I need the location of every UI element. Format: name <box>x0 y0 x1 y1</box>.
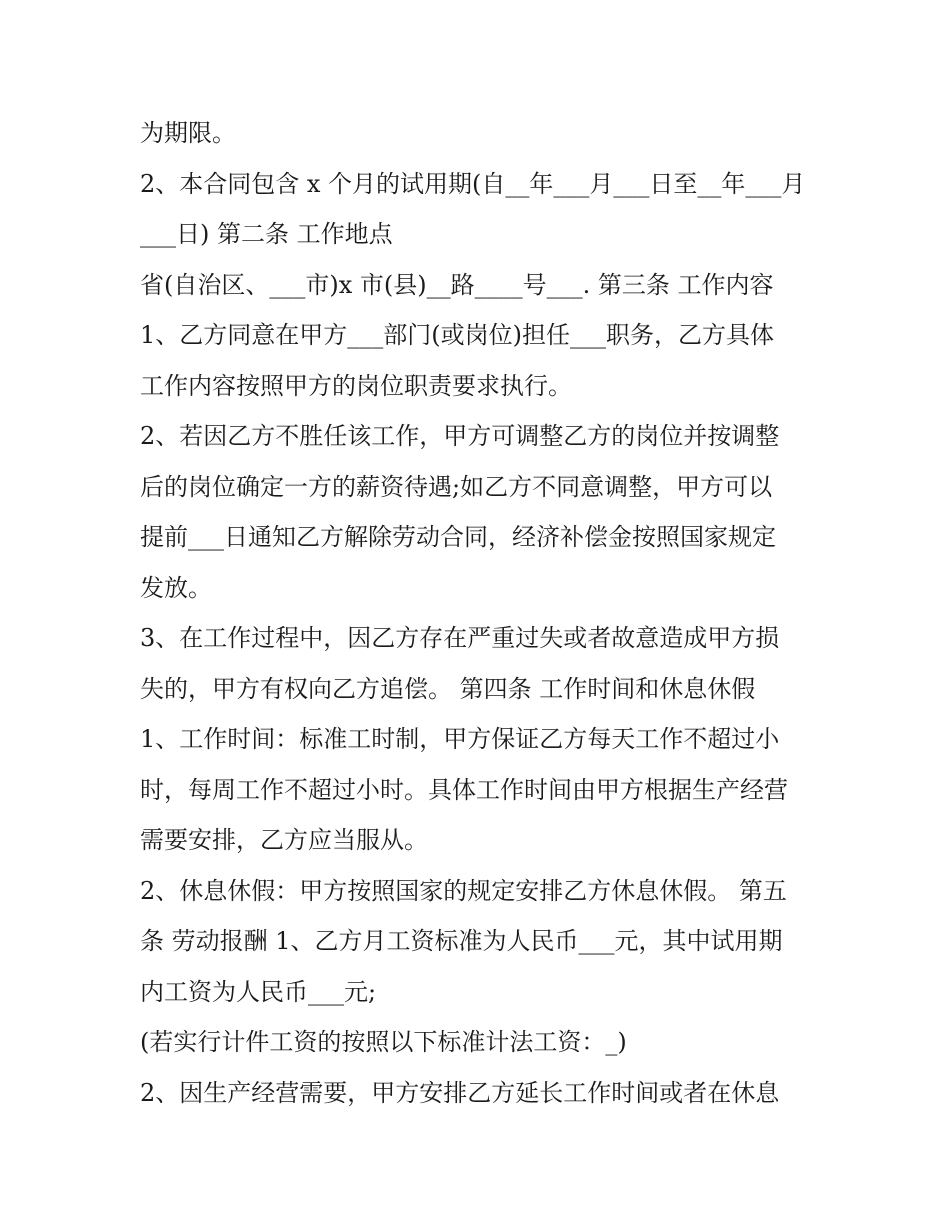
text-line: (若实行计件工资的按照以下标准计法工资：_) <box>140 1028 627 1056</box>
text-line: 失的，甲方有权向乙方追偿。 第四条 工作时间和休息休假 <box>140 674 756 703</box>
text-line: 2、若因乙方不胜任该工作，甲方可调整乙方的岗位并按调整 <box>140 422 780 450</box>
text-line: 3、在工作过程中，因乙方存在严重过失或者故意造成甲方损 <box>140 624 780 652</box>
text-line: 省(自治区、___市)x 市(县)__路____号___. 第三条 工作内容 <box>140 270 774 299</box>
text-line: 2、因生产经营需要，甲方安排乙方延长工作时间或者在休息 <box>140 1078 780 1107</box>
text-line: ___日) 第二条 工作地点 <box>140 220 393 248</box>
text-line: 内工资为人民币___元; <box>140 977 377 1006</box>
text-line: 为期限。 <box>140 119 236 147</box>
text-line: 2、休息休假：甲方按照国家的规定安排乙方休息休假。 第五 <box>140 876 787 905</box>
text-line: 发放。 <box>140 573 212 602</box>
text-line: 工作内容按照甲方的岗位职责要求执行。 <box>140 371 572 400</box>
text-line: 1、工作时间：标准工时制，甲方保证乙方每天工作不超过小 <box>140 725 780 753</box>
text-line: 需要安排，乙方应当服从。 <box>140 826 428 854</box>
text-line: 后的岗位确定一方的薪资待遇;如乙方不同意调整，甲方可以 <box>140 472 773 501</box>
text-line: 提前___日通知乙方解除劳动合同，经济补偿金按照国家规定 <box>140 523 776 551</box>
text-line: 1、乙方同意在甲方___部门(或岗位)担任___职务，乙方具体 <box>140 321 774 349</box>
contract-text-body <box>140 108 820 1118</box>
text-line: 2、本合同包含 x 个月的试用期(自__年___月___日至__年___月 <box>140 169 806 198</box>
text-line: 条 劳动报酬 1、乙方月工资标准为人民币___元，其中试用期 <box>140 927 783 955</box>
text-line: 时，每周工作不超过小时。具体工作时间由甲方根据生产经营 <box>140 775 788 804</box>
